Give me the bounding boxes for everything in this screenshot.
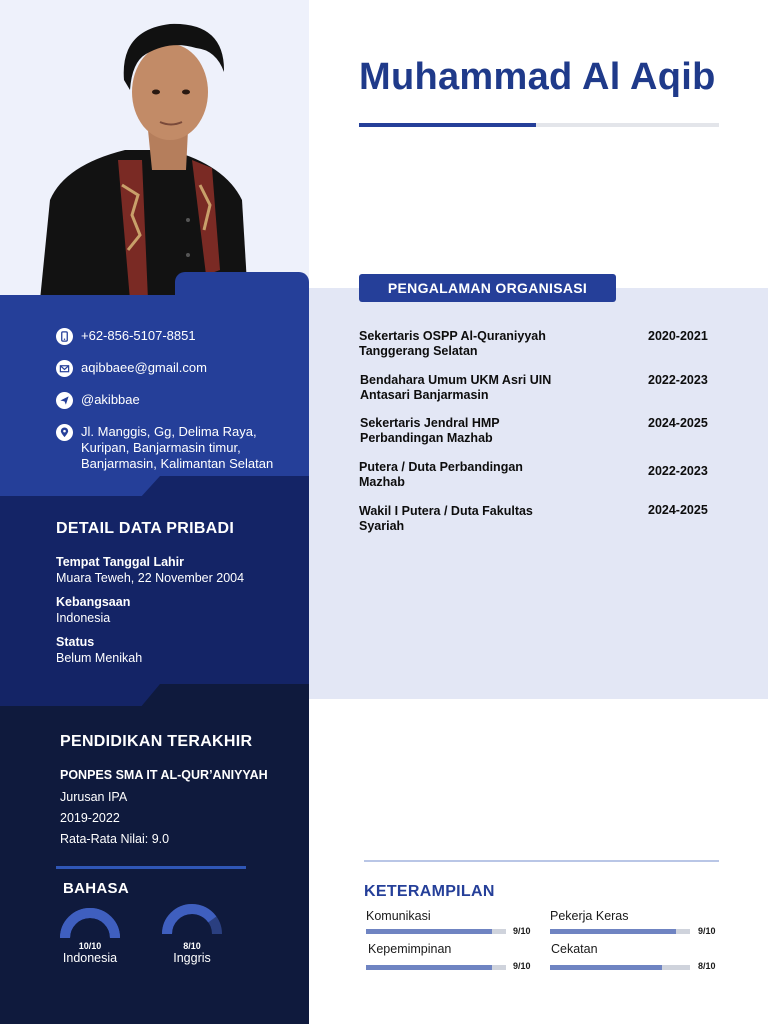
skill-score-cekatan: 8/10	[698, 961, 716, 971]
email-address: aqibbaee@gmail.com	[81, 360, 207, 375]
school-name: PONPES SMA IT AL-QUR’ANIYYAH	[60, 768, 268, 782]
school-major: Jurusan IPA	[60, 790, 128, 804]
language-score-inggris: 8/10	[183, 941, 201, 951]
school-grade: Rata-Rata Nilai: 9.0	[60, 832, 170, 846]
contact-panel	[0, 295, 309, 505]
language-name-indonesia: Indonesia	[62, 951, 118, 965]
skill-name-cekatan: Cekatan	[551, 942, 598, 956]
status-label: Status	[56, 635, 95, 649]
skill-bar-fill	[550, 929, 676, 934]
contact-phone	[56, 328, 196, 345]
org-years-1: 2020-2021	[648, 329, 708, 343]
skill-bar-komunikasi	[366, 929, 506, 934]
education-panel	[0, 706, 309, 1024]
language-gauge-inggris	[162, 904, 222, 944]
skill-bar-fill	[550, 965, 662, 970]
school-years: 2019-2022	[60, 811, 120, 825]
org-role-2: Bendahara Umum UKM Asri UIN Antasari Banjarmasin	[360, 373, 552, 402]
org-years-2: 2022-2023	[648, 373, 708, 387]
language-section-title: BAHASA	[63, 880, 129, 897]
skills-section-title: KETERAMPILAN	[364, 883, 495, 900]
skill-bar-pekerja-keras	[550, 929, 690, 934]
social-handle: @akibbae	[81, 392, 140, 407]
skill-score-pekerja-keras: 9/10	[698, 926, 716, 936]
profile-photo	[20, 10, 260, 300]
status-value: Belum Menikah	[56, 651, 143, 665]
nationality-label: Kebangsaan	[56, 595, 131, 609]
skill-name-komunikasi: Komunikasi	[366, 909, 431, 923]
org-role-4: Putera / Duta Perbandingan Mazhab	[359, 460, 523, 489]
detail-section-title: DETAIL DATA PRIBADI	[56, 520, 235, 537]
candidate-name: Muhammad Al Aqib	[359, 56, 716, 98]
language-name-inggris: Inggris	[173, 951, 211, 965]
skill-bar-fill	[366, 929, 492, 934]
skills-divider	[364, 860, 719, 862]
skill-name-kepemimpinan: Kepemimpinan	[368, 942, 452, 956]
detail-panel-notch	[140, 476, 309, 498]
language-score-indonesia: 10/10	[78, 941, 102, 951]
skill-name-pekerja-keras: Pekerja Keras	[550, 909, 629, 923]
name-underline-accent	[359, 123, 536, 127]
skill-bar-fill	[366, 965, 492, 970]
phone-icon	[56, 328, 73, 345]
education-section-title: PENDIDIKAN TERAKHIR	[60, 733, 253, 750]
organization-section-title: PENGALAMAN ORGANISASI	[359, 274, 616, 302]
skill-score-kepemimpinan: 9/10	[513, 961, 531, 971]
phone-number: +62-856-5107-8851	[81, 328, 196, 343]
education-divider	[56, 866, 246, 869]
send-icon	[56, 392, 73, 409]
contact-address	[56, 424, 273, 472]
contact-email	[56, 360, 207, 377]
skill-bar-kepemimpinan	[366, 965, 506, 970]
location-pin-icon	[56, 424, 73, 441]
org-role-3: Sekertaris Jendral HMP Perbandingan Mazhab	[360, 416, 500, 445]
skill-bar-cekatan	[550, 965, 690, 970]
org-role-1: Sekertaris OSPP Al-Quraniyyah Tanggerang Selatan	[359, 329, 546, 358]
org-years-3: 2024-2025	[648, 416, 708, 430]
education-panel-notch	[140, 684, 309, 708]
birth-value: Muara Teweh, 22 November 2004	[56, 571, 245, 585]
address-text: Jl. Manggis, Gg, Delima Raya, Kuripan, Banjarmasin timur, Banjarmasin, Kalimantan Selatan	[81, 424, 274, 471]
org-years-4: 2022-2023	[648, 464, 708, 478]
contact-social	[56, 392, 140, 409]
org-years-5: 2024-2025	[648, 503, 708, 517]
nationality-value: Indonesia	[56, 611, 111, 625]
mail-icon	[56, 360, 73, 377]
birth-label: Tempat Tanggal Lahir	[56, 555, 185, 569]
skill-score-komunikasi: 9/10	[513, 926, 531, 936]
org-role-5: Wakil I Putera / Duta Fakultas Syariah	[359, 504, 533, 533]
